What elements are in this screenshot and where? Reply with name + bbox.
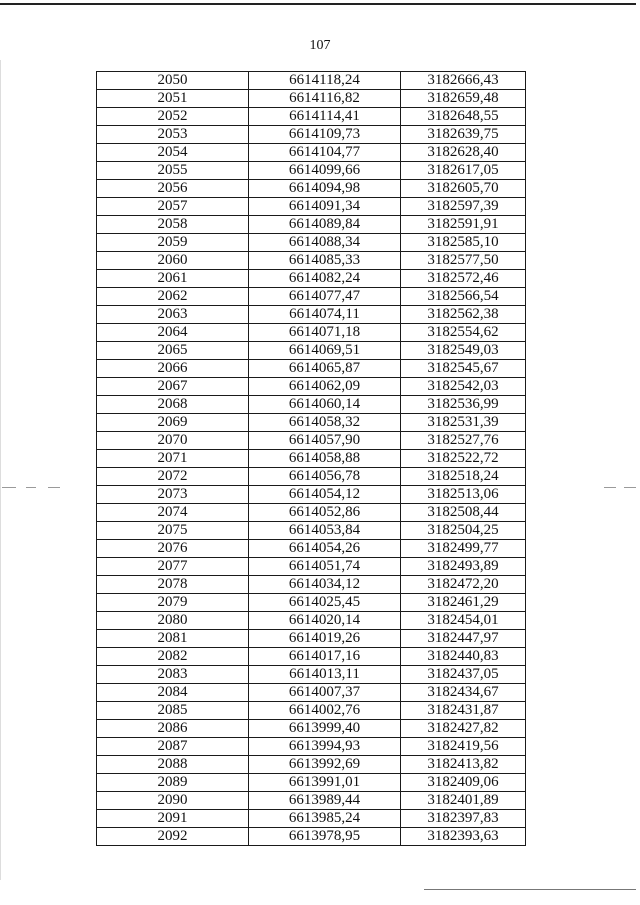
point-number-cell: 2084: [97, 684, 249, 702]
table-row: [97, 612, 526, 630]
x-coordinate-cell: 6614085,33: [249, 252, 401, 270]
x-coordinate-cell: 6614007,37: [249, 684, 401, 702]
y-coordinate-cell: 3182437,05: [401, 666, 526, 684]
scan-artifact-dash: [26, 487, 36, 488]
table-row: [97, 180, 526, 198]
x-coordinate-cell: 6614074,11: [249, 306, 401, 324]
point-number-cell: 2053: [97, 126, 249, 144]
table-row: [97, 576, 526, 594]
y-coordinate-cell: 3182499,77: [401, 540, 526, 558]
point-number-cell: 2089: [97, 774, 249, 792]
x-coordinate-cell: 6614058,88: [249, 450, 401, 468]
x-coordinate-cell: 6613994,93: [249, 738, 401, 756]
y-coordinate-cell: 3182628,40: [401, 144, 526, 162]
scan-artifact-dash: [48, 487, 60, 488]
table-row: [97, 774, 526, 792]
page-number: 107: [309, 38, 331, 53]
table-row: [97, 432, 526, 450]
table-row: [97, 594, 526, 612]
y-coordinate-cell: 3182409,06: [401, 774, 526, 792]
x-coordinate-cell: 6614054,26: [249, 540, 401, 558]
y-coordinate-cell: 3182666,43: [401, 72, 526, 90]
x-coordinate-cell: 6614094,98: [249, 180, 401, 198]
y-coordinate-cell: 3182508,44: [401, 504, 526, 522]
point-number-cell: 2087: [97, 738, 249, 756]
point-number-cell: 2074: [97, 504, 249, 522]
point-number-cell: 2076: [97, 540, 249, 558]
x-coordinate-cell: 6614060,14: [249, 396, 401, 414]
point-number-cell: 2065: [97, 342, 249, 360]
point-number-cell: 2050: [97, 72, 249, 90]
table-row: [97, 342, 526, 360]
x-coordinate-cell: 6613985,24: [249, 810, 401, 828]
y-coordinate-cell: 3182545,67: [401, 360, 526, 378]
table-row: [97, 324, 526, 342]
table-row: [97, 810, 526, 828]
x-coordinate-cell: 6614065,87: [249, 360, 401, 378]
y-coordinate-cell: 3182393,63: [401, 828, 526, 846]
y-coordinate-cell: 3182504,25: [401, 522, 526, 540]
point-number-cell: 2086: [97, 720, 249, 738]
table-row: [97, 486, 526, 504]
scan-artifact-dash: [604, 487, 616, 488]
top-border-line: [0, 3, 636, 5]
table-row: [97, 414, 526, 432]
table-row: [97, 288, 526, 306]
table-row: [97, 198, 526, 216]
y-coordinate-cell: 3182659,48: [401, 90, 526, 108]
point-number-cell: 2056: [97, 180, 249, 198]
x-coordinate-cell: 6613992,69: [249, 756, 401, 774]
x-coordinate-cell: 6614071,18: [249, 324, 401, 342]
y-coordinate-cell: 3182513,06: [401, 486, 526, 504]
table-row: [97, 648, 526, 666]
point-number-cell: 2070: [97, 432, 249, 450]
point-number-cell: 2061: [97, 270, 249, 288]
x-coordinate-cell: 6614114,41: [249, 108, 401, 126]
x-coordinate-cell: 6614057,90: [249, 432, 401, 450]
y-coordinate-cell: 3182577,50: [401, 252, 526, 270]
table-row: [97, 162, 526, 180]
point-number-cell: 2077: [97, 558, 249, 576]
y-coordinate-cell: 3182440,83: [401, 648, 526, 666]
table-row: [97, 756, 526, 774]
y-coordinate-cell: 3182518,24: [401, 468, 526, 486]
point-number-cell: 2079: [97, 594, 249, 612]
y-coordinate-cell: 3182562,38: [401, 306, 526, 324]
point-number-cell: 2060: [97, 252, 249, 270]
point-number-cell: 2078: [97, 576, 249, 594]
x-coordinate-cell: 6614077,47: [249, 288, 401, 306]
point-number-cell: 2055: [97, 162, 249, 180]
point-number-cell: 2072: [97, 468, 249, 486]
point-number-cell: 2092: [97, 828, 249, 846]
x-coordinate-cell: 6614052,86: [249, 504, 401, 522]
point-number-cell: 2059: [97, 234, 249, 252]
x-coordinate-cell: 6614089,84: [249, 216, 401, 234]
x-coordinate-cell: 6614069,51: [249, 342, 401, 360]
scan-artifact-dash: [2, 487, 16, 488]
table-row: [97, 396, 526, 414]
table-row: [97, 378, 526, 396]
point-number-cell: 2063: [97, 306, 249, 324]
x-coordinate-cell: 6614020,14: [249, 612, 401, 630]
x-coordinate-cell: 6613989,44: [249, 792, 401, 810]
table-row: [97, 360, 526, 378]
y-coordinate-cell: 3182648,55: [401, 108, 526, 126]
table-row: [97, 522, 526, 540]
y-coordinate-cell: 3182413,82: [401, 756, 526, 774]
x-coordinate-cell: 6614088,34: [249, 234, 401, 252]
point-number-cell: 2062: [97, 288, 249, 306]
point-number-cell: 2066: [97, 360, 249, 378]
table-row: [97, 702, 526, 720]
table-row: [97, 72, 526, 90]
x-coordinate-cell: 6614058,32: [249, 414, 401, 432]
x-coordinate-cell: 6614082,24: [249, 270, 401, 288]
x-coordinate-cell: 6614091,34: [249, 198, 401, 216]
y-coordinate-cell: 3182527,76: [401, 432, 526, 450]
y-coordinate-cell: 3182542,03: [401, 378, 526, 396]
point-number-cell: 2091: [97, 810, 249, 828]
table-row: [97, 792, 526, 810]
y-coordinate-cell: 3182531,39: [401, 414, 526, 432]
table-row: [97, 234, 526, 252]
point-number-cell: 2088: [97, 756, 249, 774]
x-coordinate-cell: 6614019,26: [249, 630, 401, 648]
scan-artifact-dash: [624, 487, 636, 488]
point-number-cell: 2080: [97, 612, 249, 630]
table-row: [97, 126, 526, 144]
y-coordinate-cell: 3182472,20: [401, 576, 526, 594]
y-coordinate-cell: 3182427,82: [401, 720, 526, 738]
table-row: [97, 558, 526, 576]
point-number-cell: 2068: [97, 396, 249, 414]
y-coordinate-cell: 3182585,10: [401, 234, 526, 252]
table-row: [97, 666, 526, 684]
x-coordinate-cell: 6614053,84: [249, 522, 401, 540]
y-coordinate-cell: 3182454,01: [401, 612, 526, 630]
table-row: [97, 738, 526, 756]
y-coordinate-cell: 3182617,05: [401, 162, 526, 180]
x-coordinate-cell: 6613978,95: [249, 828, 401, 846]
y-coordinate-cell: 3182401,89: [401, 792, 526, 810]
y-coordinate-cell: 3182549,03: [401, 342, 526, 360]
table-row: [97, 270, 526, 288]
table-row: [97, 540, 526, 558]
y-coordinate-cell: 3182566,54: [401, 288, 526, 306]
point-number-cell: 2058: [97, 216, 249, 234]
x-coordinate-cell: 6614054,12: [249, 486, 401, 504]
x-coordinate-cell: 6614025,45: [249, 594, 401, 612]
x-coordinate-cell: 6614013,11: [249, 666, 401, 684]
point-number-cell: 2081: [97, 630, 249, 648]
y-coordinate-cell: 3182461,29: [401, 594, 526, 612]
point-number-cell: 2090: [97, 792, 249, 810]
y-coordinate-cell: 3182447,97: [401, 630, 526, 648]
point-number-cell: 2071: [97, 450, 249, 468]
y-coordinate-cell: 3182597,39: [401, 198, 526, 216]
y-coordinate-cell: 3182419,56: [401, 738, 526, 756]
point-number-cell: 2064: [97, 324, 249, 342]
y-coordinate-cell: 3182572,46: [401, 270, 526, 288]
x-coordinate-cell: 6614051,74: [249, 558, 401, 576]
scan-edge-shadow: [0, 60, 1, 880]
point-number-cell: 2075: [97, 522, 249, 540]
y-coordinate-cell: 3182536,99: [401, 396, 526, 414]
point-number-cell: 2054: [97, 144, 249, 162]
table-row: [97, 90, 526, 108]
bottom-border-line: [424, 889, 636, 890]
x-coordinate-cell: 6614109,73: [249, 126, 401, 144]
x-coordinate-cell: 6614099,66: [249, 162, 401, 180]
x-coordinate-cell: 6614017,16: [249, 648, 401, 666]
table-row: [97, 144, 526, 162]
point-number-cell: 2052: [97, 108, 249, 126]
y-coordinate-cell: 3182554,62: [401, 324, 526, 342]
point-number-cell: 2085: [97, 702, 249, 720]
table-row: [97, 450, 526, 468]
y-coordinate-cell: 3182639,75: [401, 126, 526, 144]
point-number-cell: 2083: [97, 666, 249, 684]
table-row: [97, 720, 526, 738]
x-coordinate-cell: 6614062,09: [249, 378, 401, 396]
y-coordinate-cell: 3182522,72: [401, 450, 526, 468]
x-coordinate-cell: 6613999,40: [249, 720, 401, 738]
coordinates-table: [96, 71, 526, 846]
table-row: [97, 468, 526, 486]
table-row: [97, 108, 526, 126]
table-row: [97, 216, 526, 234]
x-coordinate-cell: 6614056,78: [249, 468, 401, 486]
table-row: [97, 684, 526, 702]
y-coordinate-cell: 3182493,89: [401, 558, 526, 576]
y-coordinate-cell: 3182397,83: [401, 810, 526, 828]
point-number-cell: 2073: [97, 486, 249, 504]
point-number-cell: 2069: [97, 414, 249, 432]
y-coordinate-cell: 3182605,70: [401, 180, 526, 198]
table-row: [97, 252, 526, 270]
x-coordinate-cell: 6614116,82: [249, 90, 401, 108]
point-number-cell: 2057: [97, 198, 249, 216]
point-number-cell: 2051: [97, 90, 249, 108]
table-row: [97, 306, 526, 324]
point-number-cell: 2067: [97, 378, 249, 396]
table-row: [97, 630, 526, 648]
point-number-cell: 2082: [97, 648, 249, 666]
table-row: [97, 504, 526, 522]
x-coordinate-cell: 6614118,24: [249, 72, 401, 90]
x-coordinate-cell: 6614034,12: [249, 576, 401, 594]
y-coordinate-cell: 3182434,67: [401, 684, 526, 702]
x-coordinate-cell: 6613991,01: [249, 774, 401, 792]
y-coordinate-cell: 3182591,91: [401, 216, 526, 234]
x-coordinate-cell: 6614002,76: [249, 702, 401, 720]
y-coordinate-cell: 3182431,87: [401, 702, 526, 720]
coordinates-table-body: [97, 72, 526, 846]
x-coordinate-cell: 6614104,77: [249, 144, 401, 162]
table-row: [97, 828, 526, 846]
